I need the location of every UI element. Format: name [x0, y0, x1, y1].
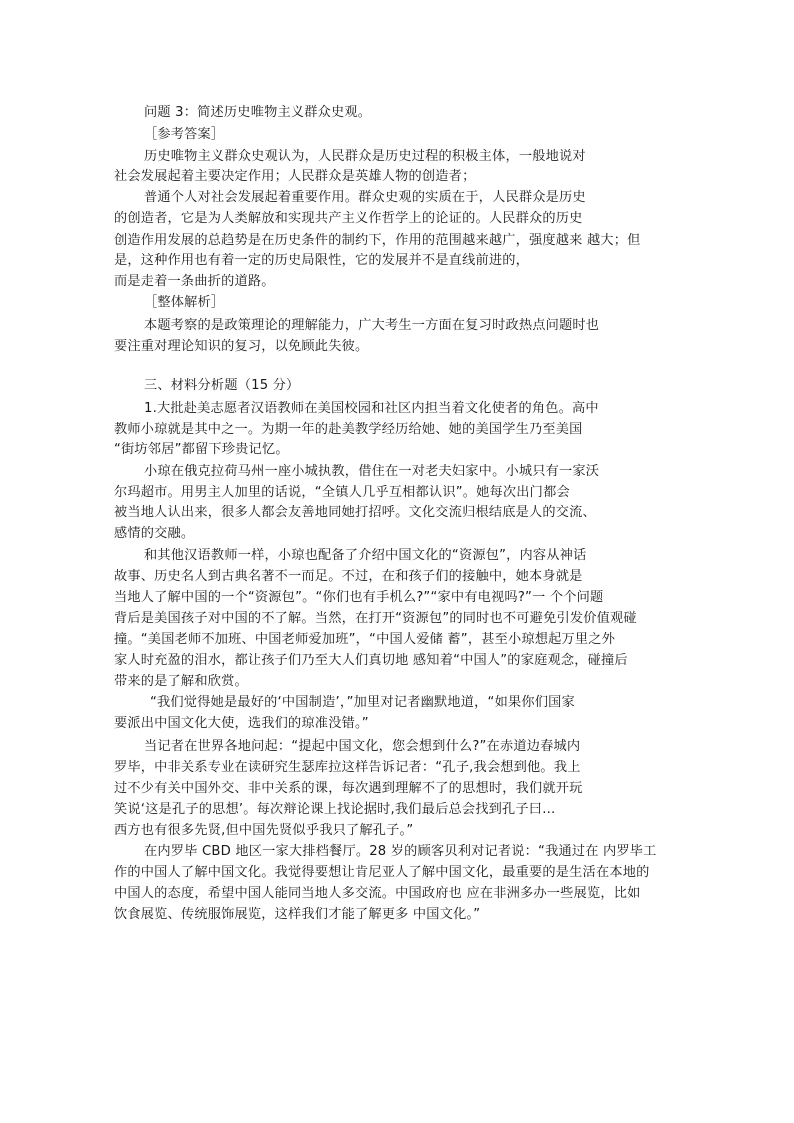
material-line: 和其他汉语教师一样，小琼也配备了介绍中国文化的“资源包”，内容从神话: [144, 548, 587, 563]
material-line: 过不少有关中国外交、非中关系的课，每次遇到理解不了的思想时，我们就开玩: [114, 781, 583, 796]
answer-line: 创造作用发展的总趋势是在历史条件的制约下，作用的范围越来越广，强度越来 越大；但: [114, 233, 641, 248]
answer-line: 历史唯物主义群众史观认为，人民群众是历史过程的积极主体，一般地说对: [144, 149, 586, 164]
material-line: 小琼在俄克拉荷马州一座小城执教，借住在一对老夫妇家中。小城只有一家沃: [144, 464, 600, 479]
material-line: 故事、历史名人到古典名著不一而足。不过，在和孩子们的接触中，她本身就是: [114, 569, 583, 584]
material-line: 感情的交融。: [114, 526, 195, 541]
answer-line: 普通个人对社会发展起着重要作用。群众史观的实质在于，人民群众是历史: [144, 190, 586, 205]
material-line: 罗毕，中非关系专业在读研究生瑟库拉这样告诉记者：“孔子,我会想到他。我上: [114, 760, 581, 775]
material-line: 被当地人认出来，很多人都会友善地同她打招呼。文化交流归根结底是人的交流、: [114, 505, 596, 520]
reference-answer-label: ［参考答案］: [144, 127, 225, 142]
material-line: 作的中国人了解中国文化。我觉得要想让肯尼亚人了解中国文化，最重要的是生活在本地的: [114, 865, 650, 880]
material-line: 撞。“美国老师不加班、中国老师爱加班”，“中国人爱储 蓄”，甚至小琼想起万里之外: [114, 632, 616, 647]
analysis-line: 本题考察的是政策理论的理解能力，广大考生一方面在复习时政热点问题时也: [144, 318, 600, 333]
material-line: 笑说‘这是孔子的思想’。每次辩论课上找论据时,我们最后总会找到孔子曰…: [114, 802, 556, 817]
material-line: 带来的是了解和欣赏。: [114, 674, 248, 689]
material-line: 背后是美国孩子对中国的不了解。当然，在打开“资源包”的同时也不可避免引发价值观碰: [114, 611, 637, 626]
question-3-heading: 问题 3：简述历史唯物主义群众史观。: [144, 105, 372, 120]
material-line: 西方也有很多先贤,但中国先贤似乎我只了解孔子。”: [114, 823, 414, 838]
material-line: 当地人了解中国的一个“资源包”。“你们也有手机么?”“家中有电视吗?”一 个个问题: [114, 590, 604, 605]
material-line: 尔玛超市。用男主人加里的话说，“全镇人几乎互相都认识”。她每次出门都会: [114, 485, 570, 500]
material-line: 饮食展览、传统服饰展览，这样我们才能了解更多 中国文化。”: [114, 907, 481, 922]
answer-line: 而是走着一条曲折的道路。: [114, 274, 275, 289]
material-line: “我们觉得她是最好的‘中国制造’，”加里对记者幽默地道，“如果你们国家: [150, 695, 575, 710]
answer-line: 是，这种作用也有着一定的历史局限性，它的发展并不是直线前进的，: [114, 253, 530, 268]
section-3-heading: 三、材料分析题（15 分）: [144, 378, 300, 393]
answer-line: 社会发展起着主要决定作用；人民群众是英雄人物的创造者；: [114, 169, 476, 184]
material-line: 当记者在世界各地问起：“提起中国文化，您会想到什么?”在赤道边春城内: [144, 739, 581, 754]
material-line: 教师小琼就是其中之一。为期一年的赴美教学经历给她、她的美国学生乃至美国: [114, 422, 583, 437]
material-line: 1.大批赴美志愿者汉语教师在美国校园和社区内担当着文化使者的角色。高中: [144, 401, 599, 416]
material-line: “街坊邻居”都留下珍贵记忆。: [114, 442, 289, 457]
material-line: 要派出中国文化大使，选我们的琼准没错。”: [114, 716, 369, 731]
material-line: 家人时充盈的泪水，都让孩子们乃至大人们真切地 感知着“中国人”的家庭观念，碰撞后: [114, 653, 628, 668]
answer-line: 的创造者，它是为人类解放和实现共产主义作哲学上的论证的。人民群众的历史: [114, 211, 583, 226]
overall-analysis-label: ［整体解析］: [144, 295, 225, 310]
material-line: 在内罗毕 CBD 地区一家大排档餐厅。28 岁的顾客贝利对记者说：“我通过在 内罗毕工: [144, 844, 657, 859]
material-line: 中国人的态度，希望中国人能同当地人多交流。中国政府也 应在非洲多办一些展览，比如: [114, 886, 641, 901]
analysis-line: 要注重对理论知识的复习，以免顾此失彼。: [114, 339, 369, 354]
